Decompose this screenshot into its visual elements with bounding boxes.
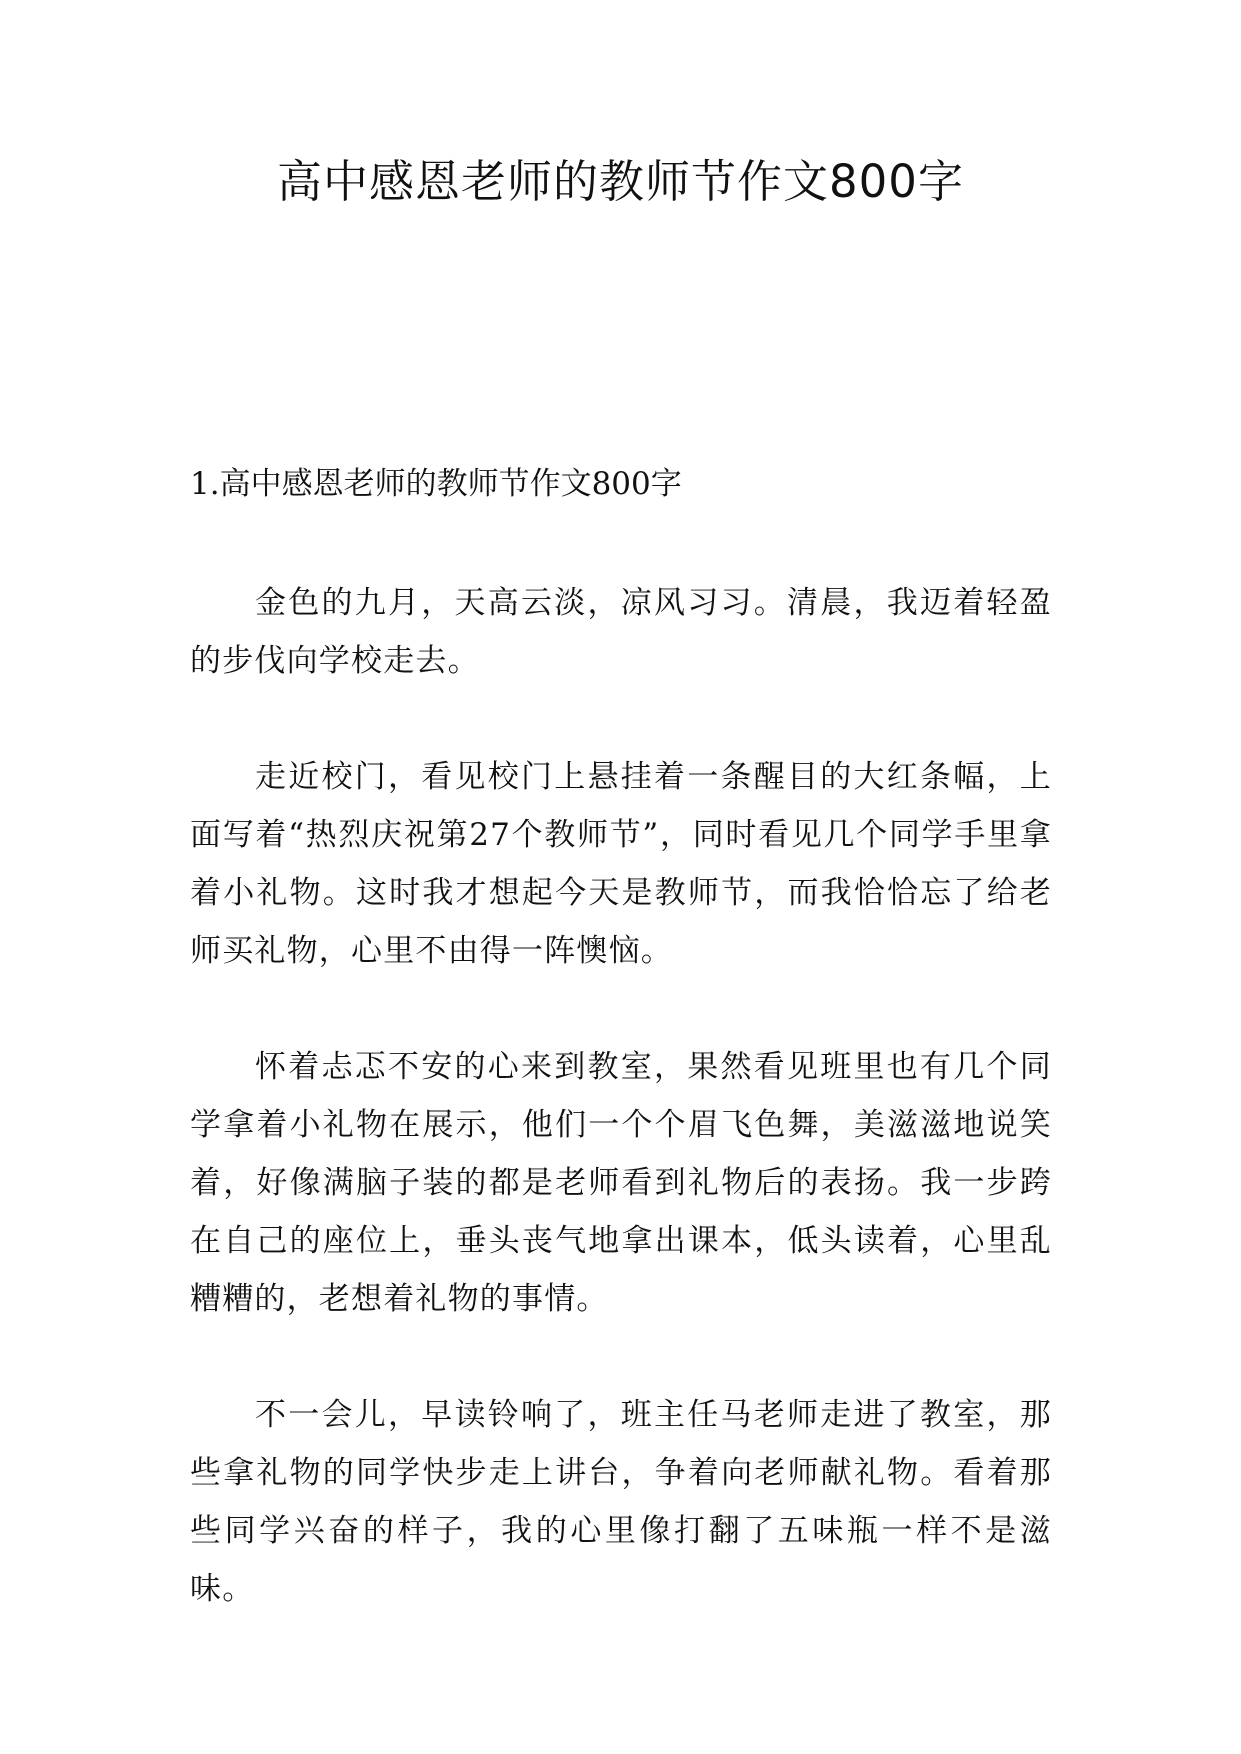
document-title: 高中感恩老师的教师节作文800字	[277, 155, 964, 208]
paragraph: 不一会儿，早读铃响了，班主任马老师走进了教室，那些拿礼物的同学快步走上讲台，争着向老师献礼物。看着那些同学兴奋的样子，我的心里像打翻了五味瓶一样不是滋味。	[190, 1397, 1052, 1607]
essay-body	[190, 574, 1052, 1676]
paragraph: 走近校门，看见校门上悬挂着一条醒目的大红条幅，上面写着“热烈庆祝第27个教师节”，同时看见几个同学手里拿着小礼物。这时我才想起今天是教师节，而我恰恰忘了给老师买礼物，心里不由得一阵懊恼。	[190, 759, 1052, 969]
paragraph: 怀着忐忑不安的心来到教室，果然看见班里也有几个同学拿着小礼物在展示，他们一个个眉飞色舞，美滋滋地说笑着，好像满脑子装的都是老师看到礼物后的表扬。我一步跨在自己的座位上，垂头丧气地拿出课本，低头读着，心里乱糟糟的，老想着礼物的事情。	[190, 1049, 1052, 1317]
paragraph: 金色的九月，天高云淡，凉风习习。清晨，我迈着轻盈的步伐向学校走去。	[190, 585, 1052, 679]
section-heading: 1.高中感恩老师的教师节作文800字	[190, 466, 682, 502]
